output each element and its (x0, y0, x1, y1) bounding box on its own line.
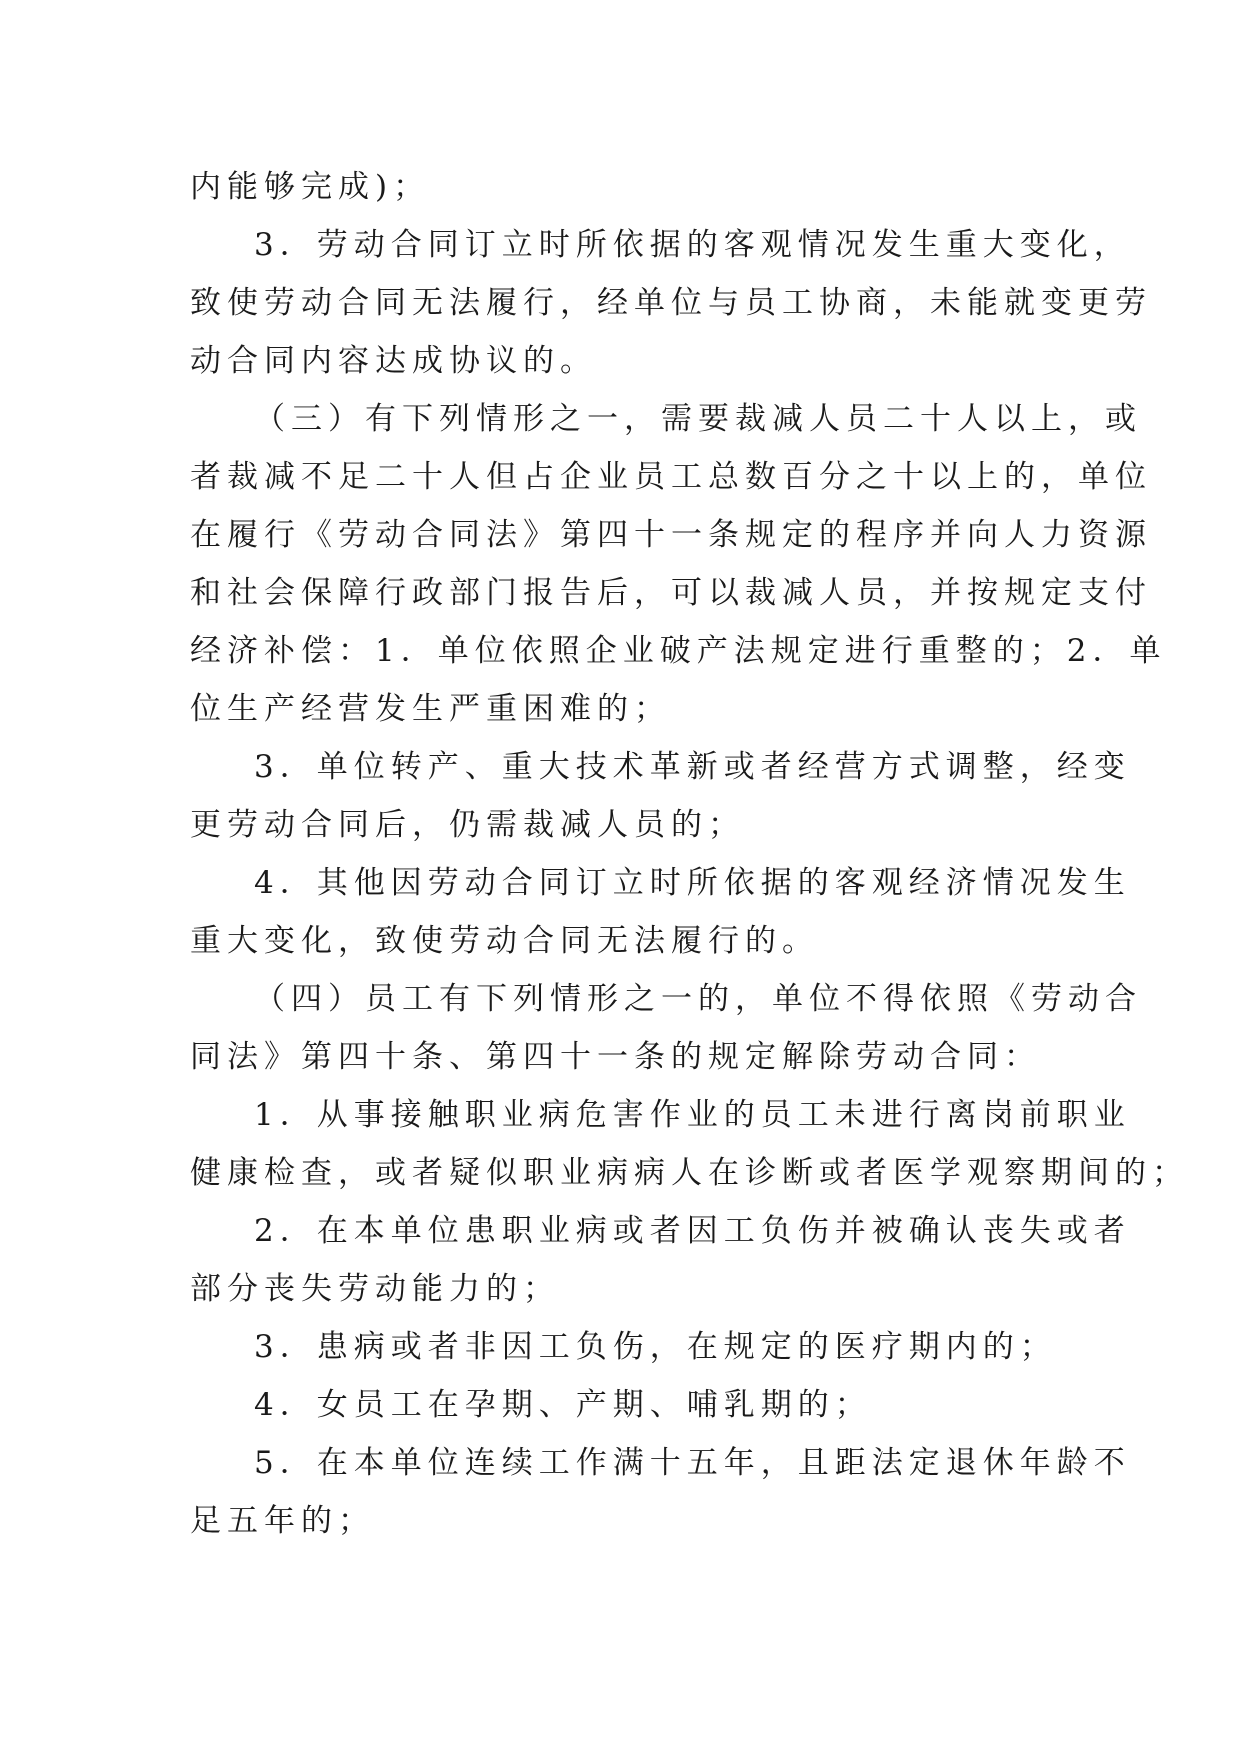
text-line: 3．劳动合同订立时所依据的客观情况发生重大变化， (254, 227, 1131, 263)
text-line: 和社会保障行政部门报告后，可以裁减人员，并按规定支付 (190, 575, 1152, 611)
text-line: 在履行《劳动合同法》第四十一条规定的程序并向人力资源 (190, 517, 1152, 553)
text-line: 健康检查，或者疑似职业病病人在诊断或者医学观察期间的； (190, 1155, 1189, 1191)
text-line: 同法》第四十条、第四十一条的规定解除劳动合同： (190, 1039, 1041, 1075)
text-line: （三）有下列情形之一，需要裁减人员二十人以上，或 (254, 401, 1142, 437)
text-line: 致使劳动合同无法履行，经单位与员工协商，未能就变更劳 (190, 285, 1152, 321)
text-line: 3．单位转产、重大技术革新或者经营方式调整，经变 (254, 749, 1131, 785)
text-line: 者裁减不足二十人但占企业员工总数百分之十以上的，单位 (190, 459, 1152, 495)
text-line: 部分丧失劳动能力的； (190, 1271, 560, 1307)
text-line: （四）员工有下列情形之一的，单位不得依照《劳动合 (254, 981, 1142, 1017)
text-line: 重大变化，致使劳动合同无法履行的。 (190, 923, 819, 959)
text-line: 内能够完成)； (190, 169, 431, 205)
text-line: 经济补偿：1．单位依照企业破产法规定进行重整的；2．单 (190, 633, 1167, 669)
text-line: 动合同内容达成协议的。 (190, 343, 597, 379)
text-line: 1．从事接触职业病危害作业的员工未进行离岗前职业 (254, 1097, 1131, 1133)
text-line: 4．女员工在孕期、产期、哺乳期的； (254, 1387, 872, 1423)
text-line: 足五年的； (190, 1503, 375, 1539)
text-line: 3．患病或者非因工负伤，在规定的医疗期内的； (254, 1329, 1057, 1365)
text-line: 5．在本单位连续工作满十五年，且距法定退休年龄不 (254, 1445, 1131, 1481)
text-line: 2．在本单位患职业病或者因工负伤并被确认丧失或者 (254, 1213, 1131, 1249)
text-line: 位生产经营发生严重困难的； (190, 691, 671, 727)
text-line: 更劳动合同后，仍需裁减人员的； (190, 807, 745, 843)
body-text (190, 158, 1189, 1550)
text-line: 4．其他因劳动合同订立时所依据的客观经济情况发生 (254, 865, 1131, 901)
